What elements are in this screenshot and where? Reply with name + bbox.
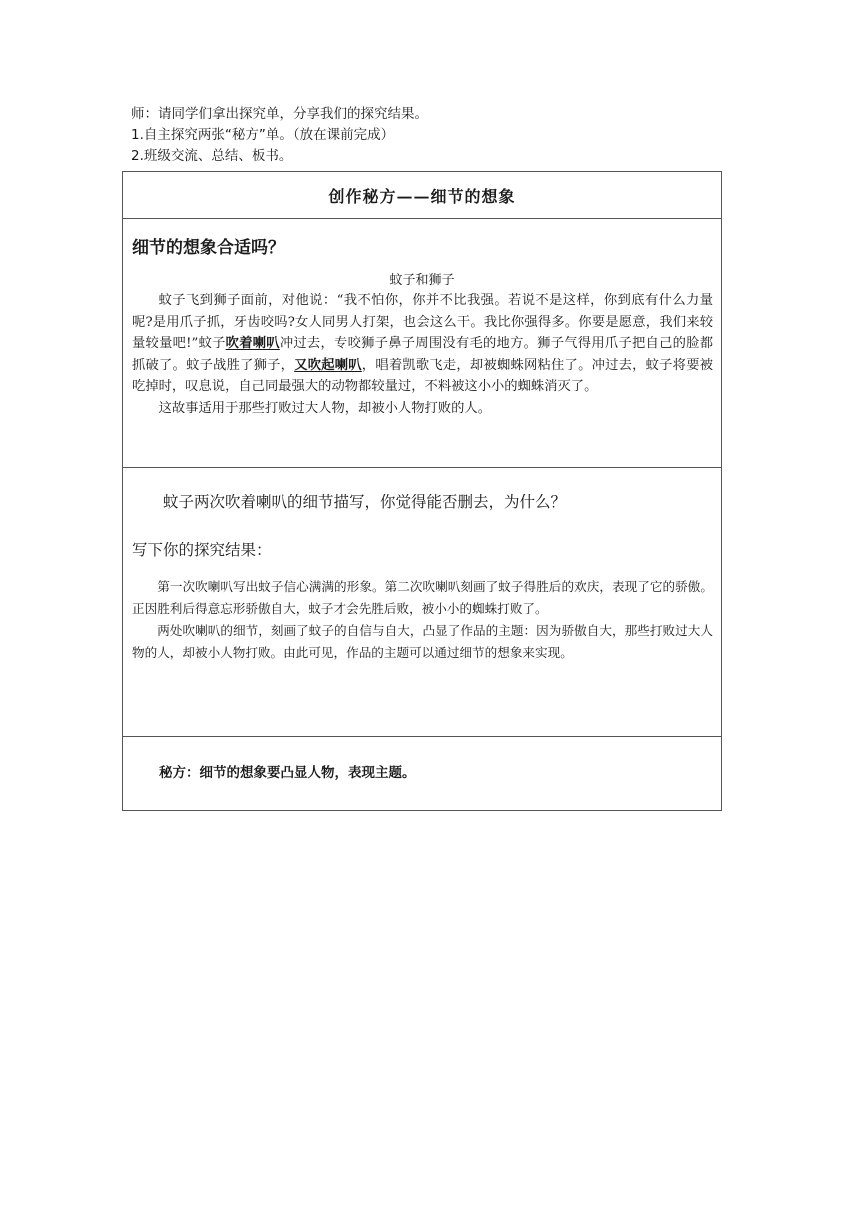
intro-step-2: 2.班级交流、总结、板书。 <box>131 148 293 164</box>
write-prompt: 写下你的探究结果： <box>132 541 272 559</box>
worksheet-title-row <box>123 172 721 218</box>
answer-paragraph-2: 两处吹喇叭的细节，刻画了蚊子的自信与自大，凸显了作品的主题：因为骄傲自大，那些打败过大人物的人，却被小人物打败。由此可见，作品的主题可以通过细节的想象来实现。 <box>132 623 713 660</box>
intro-step-1: 1.自主探究两张“秘方”单。（放在课前完成） <box>131 127 395 143</box>
story-text-part: 蚊子飞到狮子面前，对他说：“我不怕你，你并不比我强。若说不是这样，你到底有什么力量呢?是用爪子抓，牙齿咬吗?女人同男人打架，也会这么干。我比你强得多。你要是愿意，我们来较量较量吧!”蚊子 <box>132 293 713 352</box>
story-title: 蚊子和狮子 <box>389 273 455 288</box>
question-heading: 细节的想象合适吗？ <box>132 238 285 258</box>
highlight-first-trumpet: 吹着喇叭 <box>225 336 280 352</box>
story-row <box>123 218 721 467</box>
answer-paragraph-1: 第一次吹喇叭写出蚊子信心满满的形象。第二次吹喇叭刻画了蚊子得胜后的欢庆，表现了它的骄傲。正因胜利后得意忘形骄傲自大，蚊子才会先胜后败，被小小的蜘蛛打败了。 <box>132 579 713 616</box>
story-text-part: 冲过去，专咬狮子鼻子周围没有毛的地方。狮子气得用爪子把自己的脸都抓破了。蚊子战胜了狮子， <box>132 336 714 373</box>
highlight-second-trumpet: 又吹起喇叭 <box>294 357 362 373</box>
intro-teacher-line: 师：请同学们拿出探究单，分享我们的探究结果。 <box>131 106 428 122</box>
story-text-part: ，唱着凯歌飞走，却被蜘蛛网粘住了。冲过去，蚊子将要被吃掉时，叹息说，自己同最强大的动物都较量过，不料被这小小的蜘蛛消灭了。 <box>132 357 714 395</box>
answer-row <box>123 467 721 736</box>
story-text <box>132 290 713 420</box>
story-moral: 这故事适用于那些打败过大人物，却被小人物打败的人。 <box>158 400 492 416</box>
answer-text <box>132 576 713 664</box>
discussion-question: 蚊子两次吹着喇叭的细节描写，你觉得能否删去，为什么？ <box>163 493 567 511</box>
intro-text <box>131 104 731 167</box>
worksheet-table <box>122 171 722 811</box>
story-paragraph <box>132 290 713 398</box>
secret-summary: 秘方：细节的想象要凸显人物，表现主题。 <box>159 765 416 781</box>
worksheet-title: 创作秘方——细节的想象 <box>328 187 516 206</box>
secret-row <box>123 736 721 811</box>
